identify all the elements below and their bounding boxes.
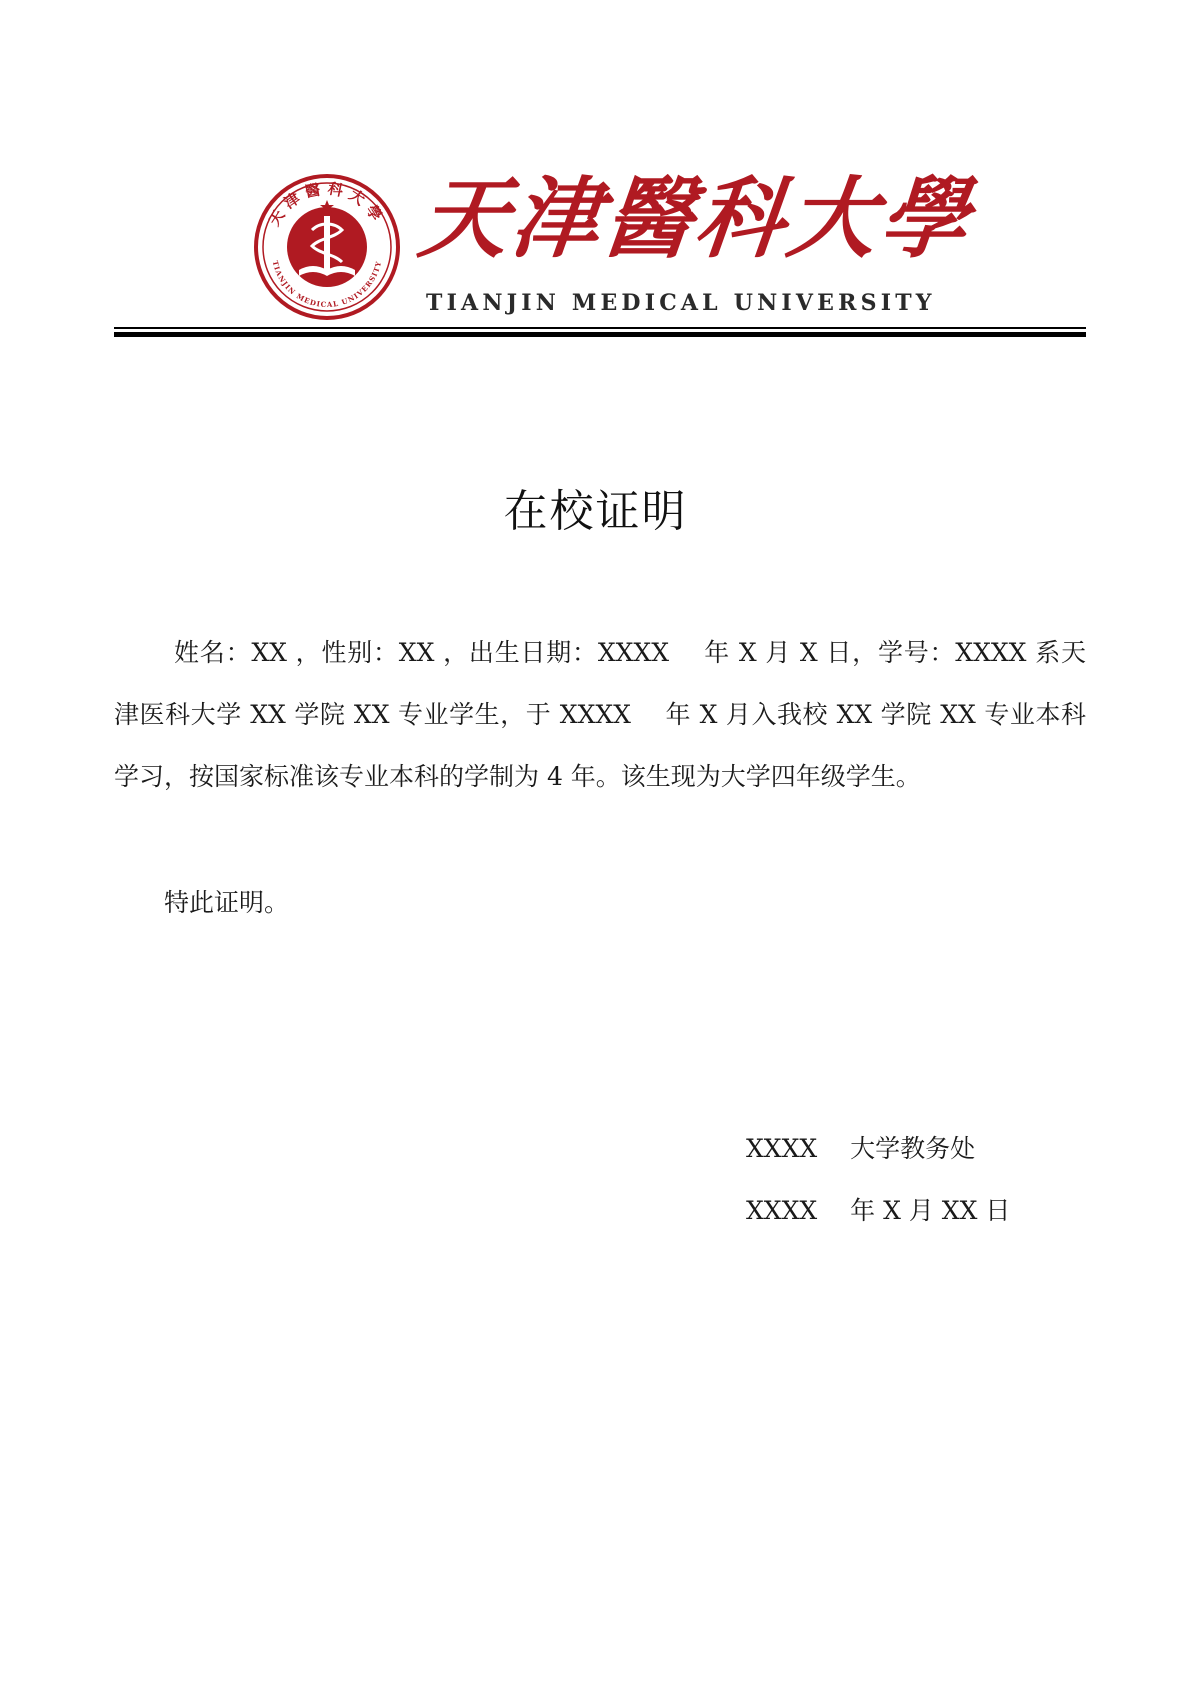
university-seal-icon — [252, 172, 402, 322]
certificate-body: 姓名：XX ，性别：XX ，出生日期：XXXX 年 X 月 X 日，学号：XXXX 系天津医科大学 XX 学院 XX 专业学生，于 XXXX 年 X 月入我校 XX 学院 XX 专业本科学习，按国家标准该专业本科的学制为 4 年。该生现为大学四年级学生。 — [114, 638, 1086, 791]
letterhead-divider-thick — [114, 332, 1086, 337]
issue-date: XXXX 年 X 月 XX 日 — [746, 1196, 1011, 1225]
university-name-cn: 天津醫科大學 — [414, 166, 978, 270]
letterhead-divider-thin — [114, 327, 1086, 329]
document-title: 在校证明 — [503, 486, 688, 537]
issuing-office: XXXX 大学教务处 — [746, 1134, 976, 1163]
brand-block — [414, 166, 978, 328]
letterhead — [252, 166, 978, 328]
seal-text-en: TIANJIN MEDICAL UNIVERSITY — [270, 259, 384, 310]
seal-text-cn: 天津醫科大學 — [265, 179, 389, 230]
university-name-en: TIANJIN MEDICAL UNIVERSITY — [426, 290, 936, 316]
closing-statement: 特此证明。 — [164, 888, 290, 917]
